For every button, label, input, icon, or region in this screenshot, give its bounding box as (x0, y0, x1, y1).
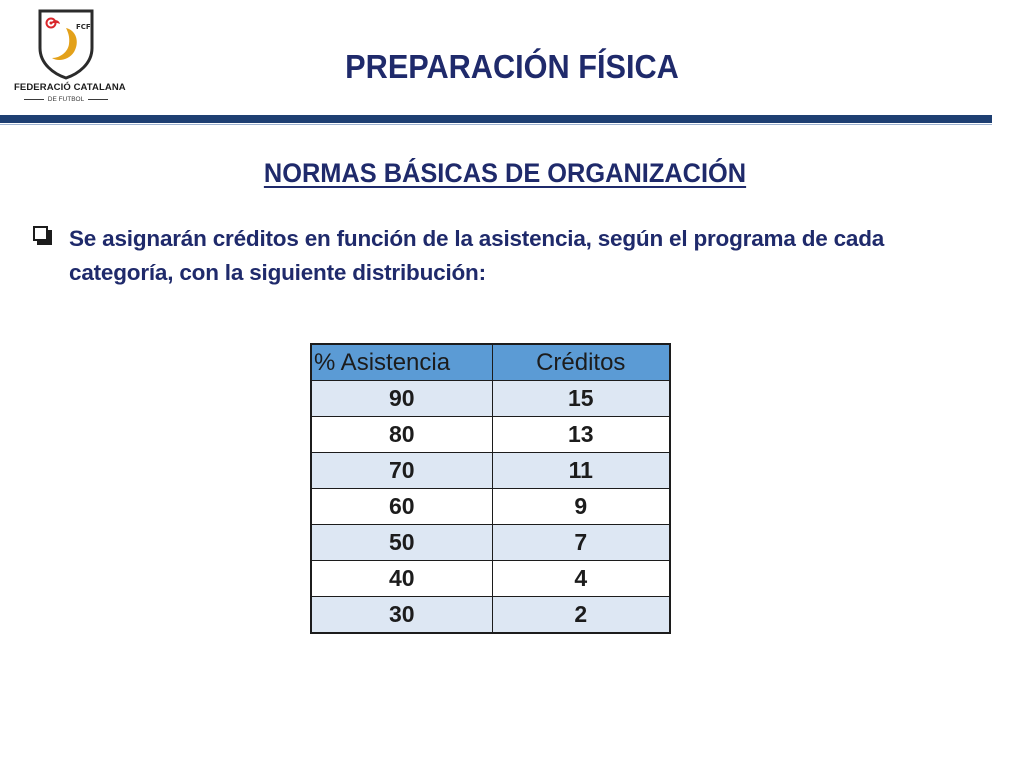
credits-cell: 11 (492, 453, 670, 489)
credits-cell: 2 (492, 597, 670, 634)
attendance-cell: 80 (311, 417, 492, 453)
table-row (311, 453, 670, 489)
header-credits: Créditos (492, 344, 670, 381)
table-row (311, 489, 670, 525)
credits-cell: 4 (492, 561, 670, 597)
credits-cell: 7 (492, 525, 670, 561)
table-row (311, 417, 670, 453)
bullet-box (33, 226, 48, 241)
attendance-cell: 90 (311, 381, 492, 417)
section-subtitle-text: NORMAS BÁSICAS DE ORGANIZACIÓN (263, 158, 747, 188)
attendance-cell: 50 (311, 525, 492, 561)
header-divider-thin (0, 124, 992, 125)
logo-name: FEDERACIÓ CATALANA (14, 82, 126, 93)
checkbox-bullet-icon (33, 226, 53, 246)
credits-table (310, 343, 671, 634)
logo-subtitle-row (14, 96, 118, 103)
credits-cell: 9 (492, 489, 670, 525)
bullet-text: Se asignarán créditos en función de la asistencia, según el programa de cada categoría, con la siguiente distribución: (69, 226, 885, 285)
credits-cell: 13 (492, 417, 670, 453)
attendance-cell: 70 (311, 453, 492, 489)
header-attendance: % Asistencia (311, 344, 492, 381)
table-row (311, 525, 670, 561)
section-subtitle (30, 158, 979, 189)
credits-cell: 15 (492, 381, 670, 417)
table-header-row (311, 344, 670, 381)
page-title: PREPARACIÓN FÍSICA (345, 48, 679, 85)
table-row (311, 561, 670, 597)
attendance-cell: 40 (311, 561, 492, 597)
logo-rule-right (88, 99, 108, 100)
logo-rule-left (24, 99, 44, 100)
logo-subtitle: DE FUTBOL (47, 96, 85, 103)
attendance-cell: 60 (311, 489, 492, 525)
header-divider (0, 115, 992, 123)
table-row (311, 597, 670, 634)
logo-initials: FCF (76, 23, 91, 31)
table-row (311, 381, 670, 417)
attendance-cell: 30 (311, 597, 492, 634)
